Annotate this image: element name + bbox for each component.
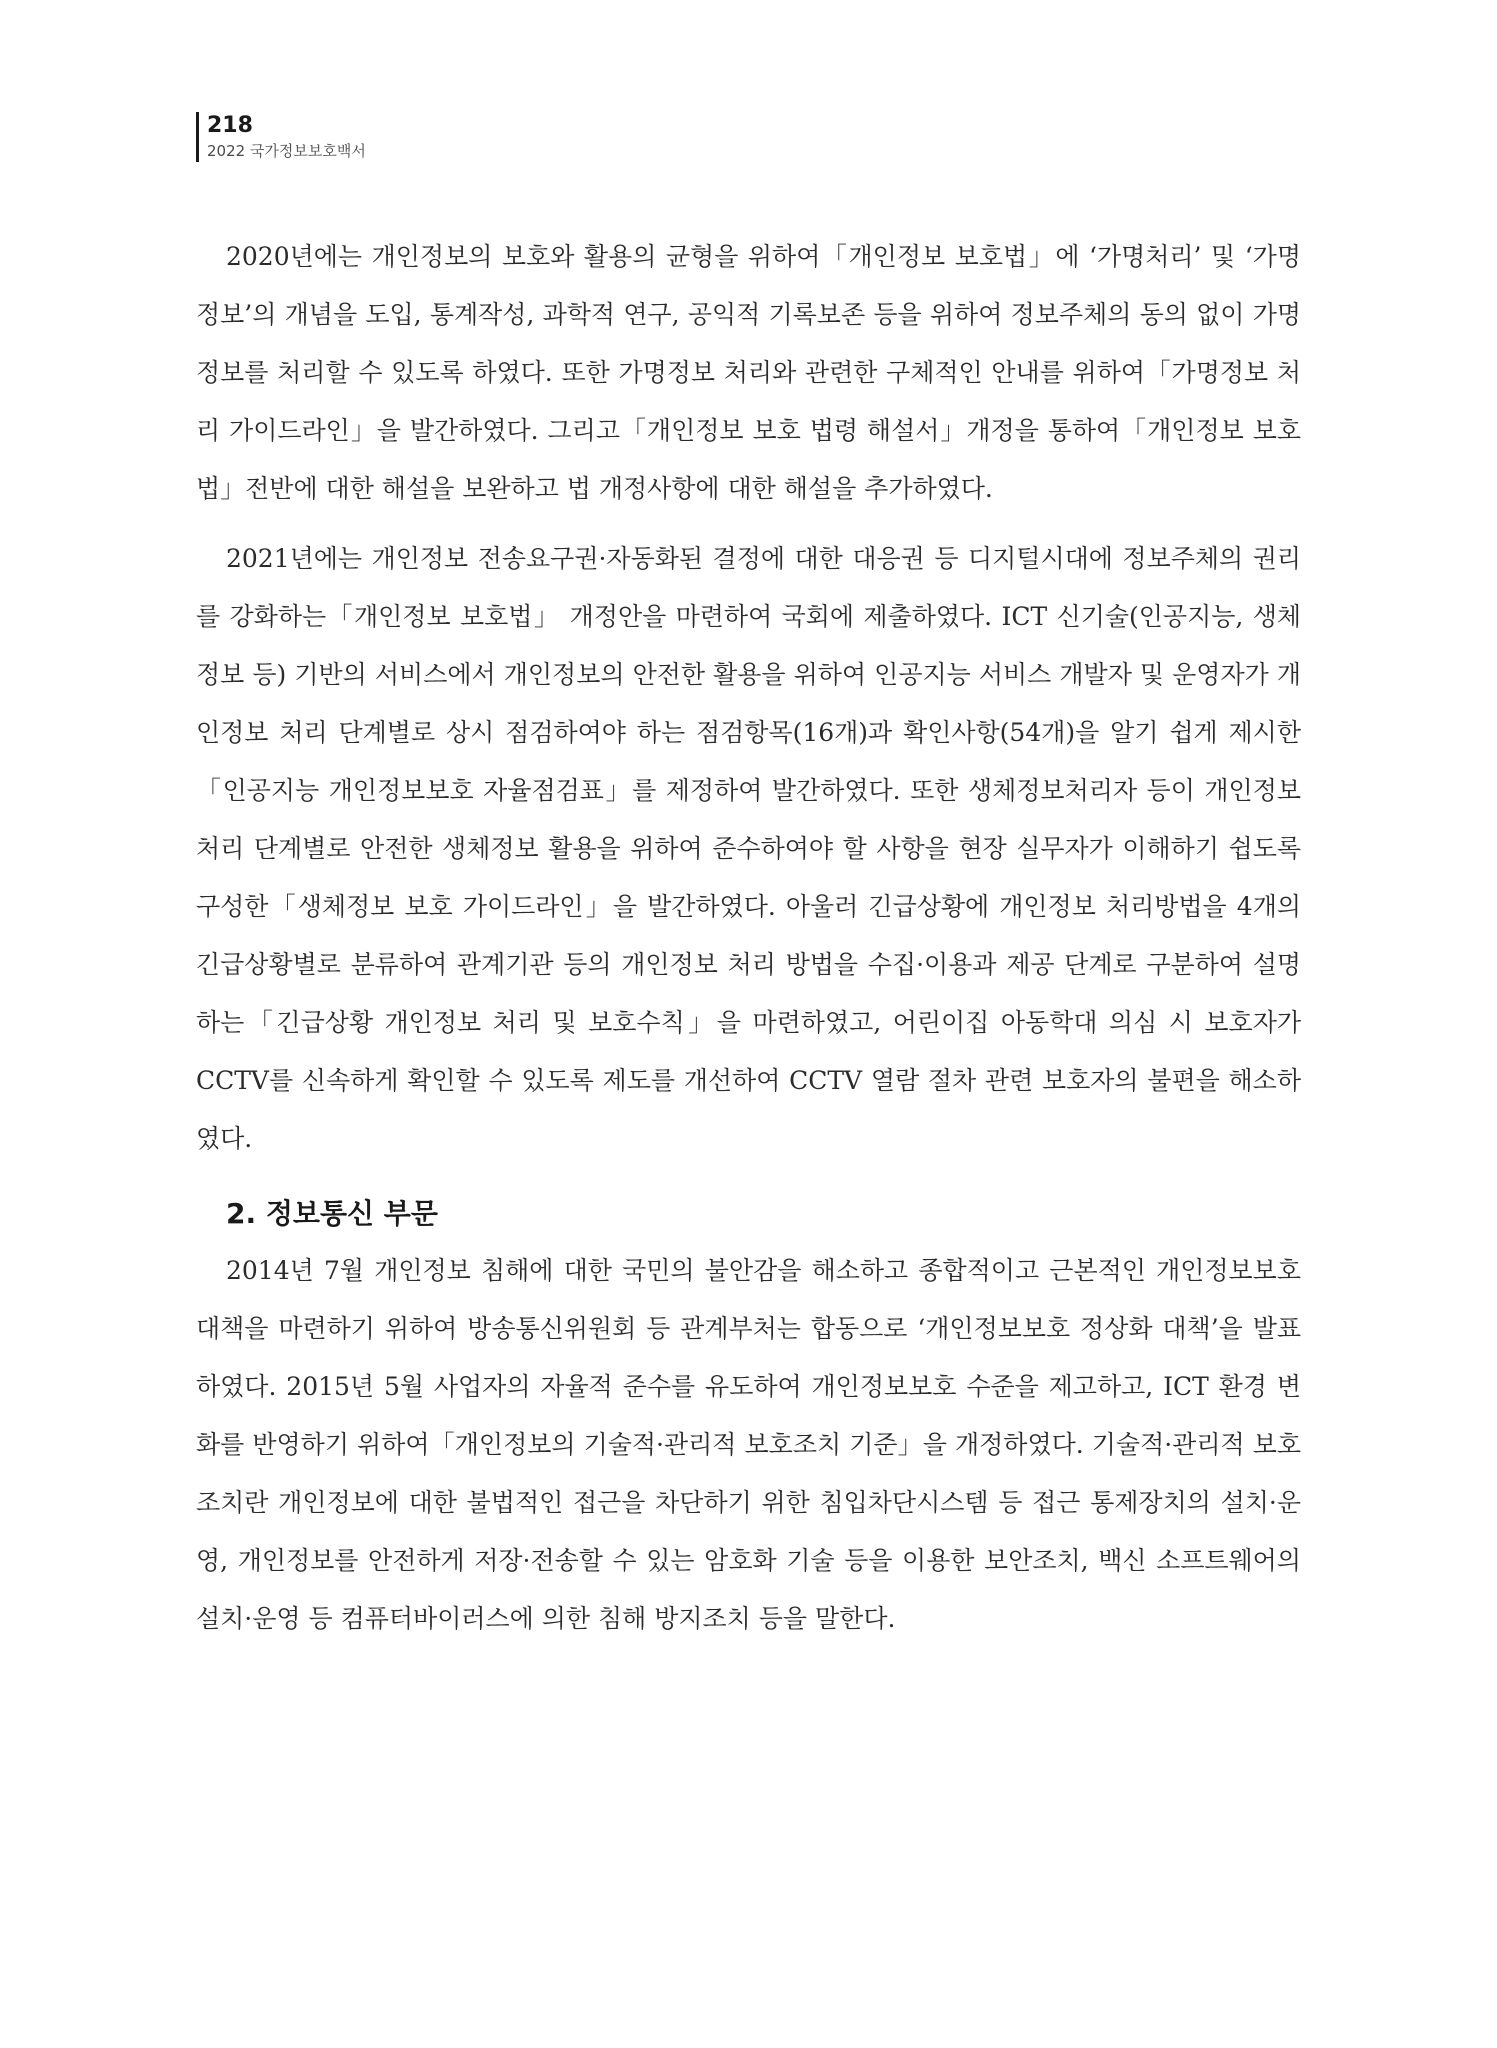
paragraph-2021: 2021년에는 개인정보 전송요구권·자동화된 결정에 대한 대응권 등 디지털시대에 정보주체의 권리를 강화하는「개인정보 보호법」 개정안을 마련하여 국회에 제출하였다. ICT 신기술(인공지능, 생체정보 등) 기반의 서비스에서 개인정보의 안전한 활용을 위하여 인공지능 서비스 개발자 및 운영자가 개인정보 처리 단계별로 상시 점검하여야 하는 점검항목(16개)과 확인사항(54개)을 알기 쉽게 제시한「인공지능 개인정보보호 자율점검표」를 제정하여 발간하였다. 또한 생체정보처리자 등이 개인정보 처리 단계별로 안전한 생체정보 활용을 위하여 준수하여야 할 사항을 현장 실무자가 이해하기 쉽도록 구성한「생체정보 보호 가이드라인」을 발간하였다. 아울러 긴급상황에 개인정보 처리방법을 4개의 긴급상황별로 분류하여 관계기관 등의 개인정보 처리 방법을 수집·이용과 제공 단계로 구분하여 설명하는「긴급상황 개인정보 처리 및 보호수칙」을 마련하였고, 어린이집 아동학대 의심 시 보호자가 CCTV를 신속하게 확인할 수 있도록 제도를 개선하여 CCTV 열람 절차 관련 보호자의 불편을 해소하였다.	[196, 544, 1301, 1153]
running-title: 2022 국가정보보호백서	[207, 142, 366, 160]
section-heading: 2. 정보통신 부문	[226, 1197, 438, 1230]
page-number: 218	[207, 113, 253, 138]
page-header	[196, 112, 366, 162]
paragraph-ict: 2014년 7월 개인정보 침해에 대한 국민의 불안감을 해소하고 종합적이고 근본적인 개인정보보호 대책을 마련하기 위하여 방송통신위원회 등 관계부처는 합동으로 ‘개인정보보호 정상화 대책’을 발표하였다. 2015년 5월 사업자의 자율적 준수를 유도하여 개인정보보호 수준을 제고하고, ICT 환경 변화를 반영하기 위하여「개인정보의 기술적·관리적 보호조치 기준」을 개정하였다. 기술적·관리적 보호조치란 개인정보에 대한 불법적인 접근을 차단하기 위한 침입차단시스템 등 접근 통제장치의 설치·운영, 개인정보를 안전하게 저장·전송할 수 있는 암호화 기술 등을 이용한 보안조치, 백신 소프트웨어의 설치·운영 등 컴퓨터바이러스에 의한 침해 방지조치 등을 말한다.	[196, 1256, 1301, 1633]
document-body	[196, 228, 1301, 1648]
paragraph-2020: 2020년에는 개인정보의 보호와 활용의 균형을 위하여「개인정보 보호법」에 ‘가명처리’ 및 ‘가명정보’의 개념을 도입, 통계작성, 과학적 연구, 공익적 기록보존 등을 위하여 정보주체의 동의 없이 가명정보를 처리할 수 있도록 하였다. 또한 가명정보 처리와 관련한 구체적인 안내를 위하여「가명정보 처리 가이드라인」을 발간하였다. 그리고「개인정보 보호 법령 해설서」개정을 통하여「개인정보 보호법」전반에 대한 해설을 보완하고 법 개정사항에 대한 해설을 추가하였다.	[196, 242, 1301, 503]
